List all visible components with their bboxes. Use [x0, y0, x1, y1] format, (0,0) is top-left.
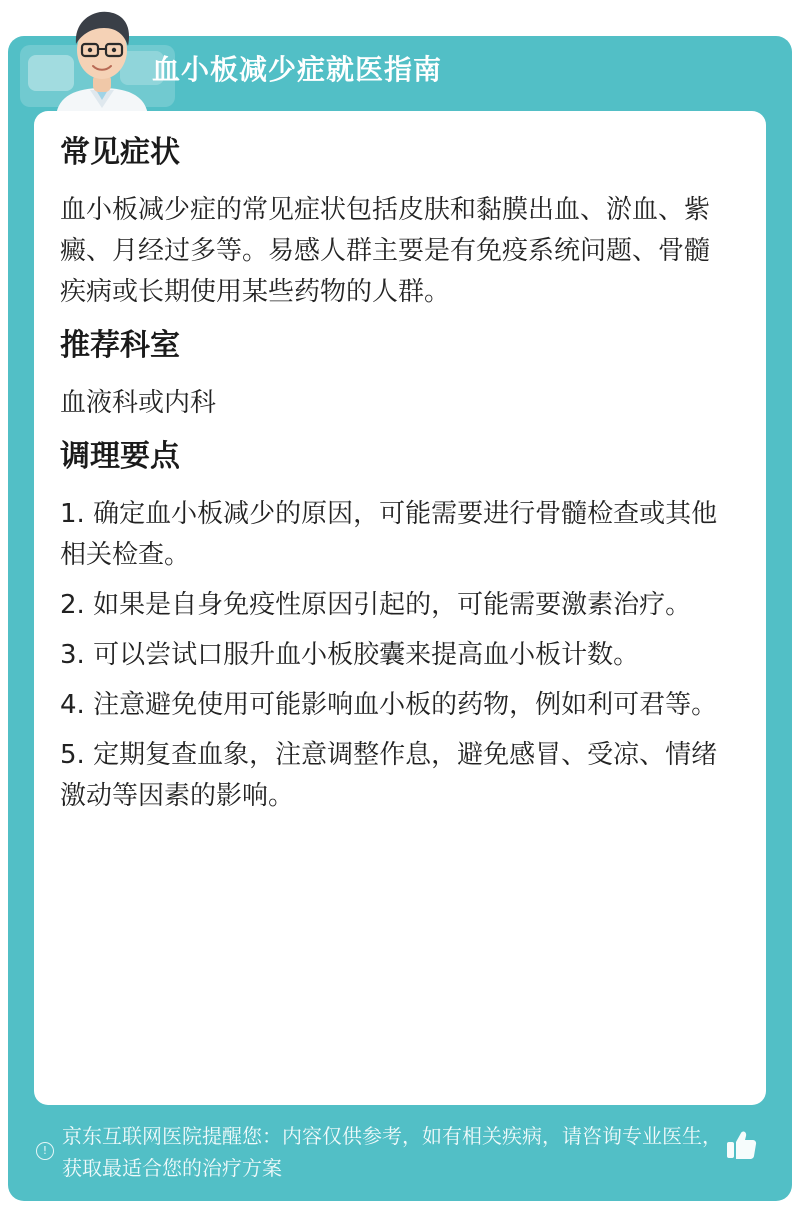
- doctor-avatar-icon: [46, 4, 158, 116]
- guide-content: [60, 130, 730, 826]
- symptoms-text: 血小板减少症的常见症状包括皮肤和黏膜出血、淤血、紫癜、月经过多等。易感人群主要是有免疫系统问题、骨髓疾病或长期使用某些药物的人群。: [60, 195, 711, 307]
- care-list-item: 2. 如果是自身免疫性原因引起的，可能需要激素治疗。: [60, 590, 692, 620]
- care-list: [60, 494, 730, 817]
- department-title: 推荐科室: [60, 328, 180, 363]
- care-list-item: 4. 注意避免使用可能影响血小板的药物，例如利可君等。: [60, 690, 718, 720]
- symptoms-title: 常见症状: [60, 135, 180, 170]
- department-text: 血液科或内科: [60, 388, 217, 418]
- footer-disclaimer: 京东互联网医院提醒您：内容仅供参考，如有相关疾病，请咨询专业医生，获取最适合您的治疗方案: [62, 1124, 722, 1180]
- page-title: 血小板减少症就医指南: [152, 53, 443, 86]
- care-title: 调理要点: [60, 439, 180, 474]
- thumbs-up-icon[interactable]: [724, 1128, 758, 1162]
- info-icon: !: [36, 1142, 54, 1160]
- care-list-item: 1. 确定血小板减少的原因，可能需要进行骨髓检查或其他相关检查。: [60, 499, 718, 570]
- care-list-item: 5. 定期复查血象，注意调整作息，避免感冒、受凉、情绪激动等因素的影响。: [60, 740, 718, 811]
- footer: [36, 1120, 776, 1190]
- care-list-item: 3. 可以尝试口服升血小板胶囊来提高血小板计数。: [60, 640, 640, 670]
